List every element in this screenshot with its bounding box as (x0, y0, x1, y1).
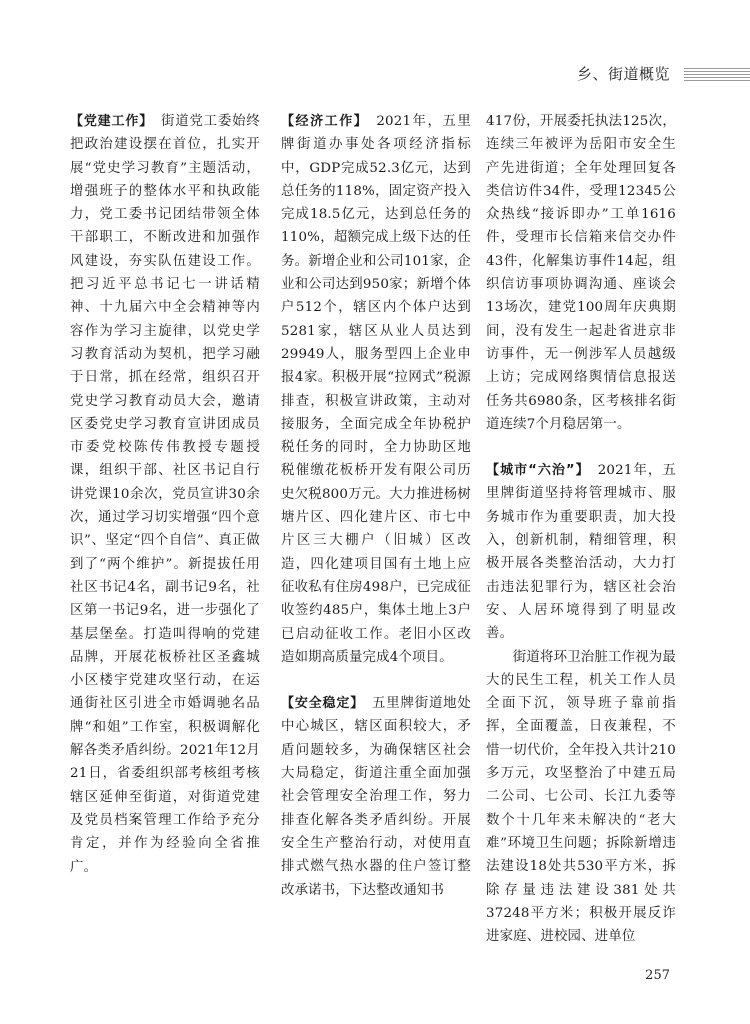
paragraph-sanitation (486, 646, 676, 949)
section-title: 乡、街道概览 (576, 65, 670, 83)
paragraph-city-six-governance (486, 459, 676, 645)
text-column-1 (70, 110, 260, 879)
paragraph-safety-continued (486, 110, 676, 436)
paragraph-party-building (70, 110, 260, 879)
paragraph-text: 五里牌街道地处中心城区，辖区面积较大，矛盾问题较多，为确保辖区社会大局稳定，街道注重全面加强社会管理安全治理工作，努力排查化解各类矛盾纠纷。开展安全生产整治行动，对使用直排式燃气热水器的住户签订整改承诺书，下达整改通知书 (281, 696, 471, 898)
section-heading-safety-stability: 【安全稳定】 (281, 696, 365, 712)
paragraph-text: 417份，开展委托执法125次，连续三年被评为岳阳市安全生产先进街道；全年处理回复各类信访件34件，受理12345公众热线“接诉即办”工单1616件，受理市长信箱来信交办件43件，化解集访事件14起，组织信访事项协调沟通、座谈会13场次，建党100周年庆典期间，没有发生一起赴省进京非访事件，无一例涉军人员越级上访；完成网络舆情信息报送任务共6980条，区考核排名街道连续7个月稳居第一。 (486, 114, 676, 432)
paragraph-text: 2021年，五里牌街道坚持将管理城市、服务城市作为重要职责，加大投入，创新机制，精细管理，积极开展各类整治活动，大力打击违法犯罪行为，辖区社会治安、人居环境得到了明显改善。 (486, 463, 676, 642)
section-heading-city-six-governance: 【城市“六治”】 (486, 463, 590, 479)
section-heading-party-building: 【党建工作】 (70, 114, 154, 129)
page-number: 257 (645, 968, 670, 983)
text-column-2 (281, 110, 471, 902)
paragraph-economic-work (281, 110, 471, 669)
header-decorative-rule (684, 68, 750, 82)
paragraph-text: 街道党工委始终把政治建设摆在首位，扎实开展“党史学习教育”主题活动，增强班子的整体水平和执政能力，党工委书记团结带领全体干部职工，不断改进和加强作风建设，夯实队伍建设工作。把习近平总书记七一讲话精神、十九届六中全会精神等内容作为学习主旋律，以党史学习教育活动为契机，把学习融于日常，抓在经常，组织召开党史学习教育动员大会，邀请区委党史学习教育宣讲团成员市委党校陈传伟教授专题授课，组织干部、社区书记自行讲党课10余次，党员宣讲30余次，通过学习切实增强“四个意识”、坚定“四个自信”、真正做到了“两个维护”。新提拔任用社区书记4名，副书记9名，社区第一书记9名，进一步强化了基层堡垒。打造叫得响的党建品牌，开展花板桥社区圣鑫城小区楼宇党建攻坚行动，在运通街社区引进全市婚调驰名品牌“和姐”工作室，积极调解化解各类矛盾纠纷。2021年12月21日，省委组织部考核组考核辖区延伸至街道，对街道党建及党员档案管理工作给予充分肯定，并作为经验向全省推广。 (70, 114, 260, 875)
paragraph-safety-stability (281, 692, 471, 902)
running-header (0, 62, 750, 86)
section-heading-economic-work: 【经济工作】 (281, 114, 369, 129)
paragraph-text: 街道将环卫治脏工作视为最大的民生工程，机关工作人员全面下沉，领导班子靠前指挥，全面覆盖，日夜兼程，不惜一切代价，全年投入共计210多万元，攻坚整治了中建五局二公司、七公司、长江九委等数个十几年来未解决的“老大难”环境卫生问题；拆除新增违法建设18处共530平方米，拆除存量违法建设381处共37248平方米；积极开展反诈进家庭、进校园、进单位 (486, 649, 676, 945)
text-column-3 (486, 110, 676, 948)
paragraph-text: 2021年，五里牌街道办事处各项经济指标中，GDP完成52.3亿元，达到总任务的118%，固定资产投入完成18.5亿元，达到总任务的110%，超额完成上级下达的任务。新增企业和公司101家，企业和公司达到950家；新增个体户512个，辖区内个体户达到5281家，辖区从业人员达到29949人，服务型四上企业申报4家。积极开展“拉网式”税源排查，积极宣讲政策，主动对接服务，全面完成全年协税护税任务的同时，全力协助区地税催缴花板桥开发有限公司历史欠税800万元。大力推进杨树塘片区、四化建片区、市七中片区三大棚户（旧城）区改造，四化建项目国有土地上应征收私有住房498户，已完成征收签约485户，集体土地上3户已启动征收工作。老旧小区改造如期高质量完成4个项目。 (281, 114, 471, 665)
